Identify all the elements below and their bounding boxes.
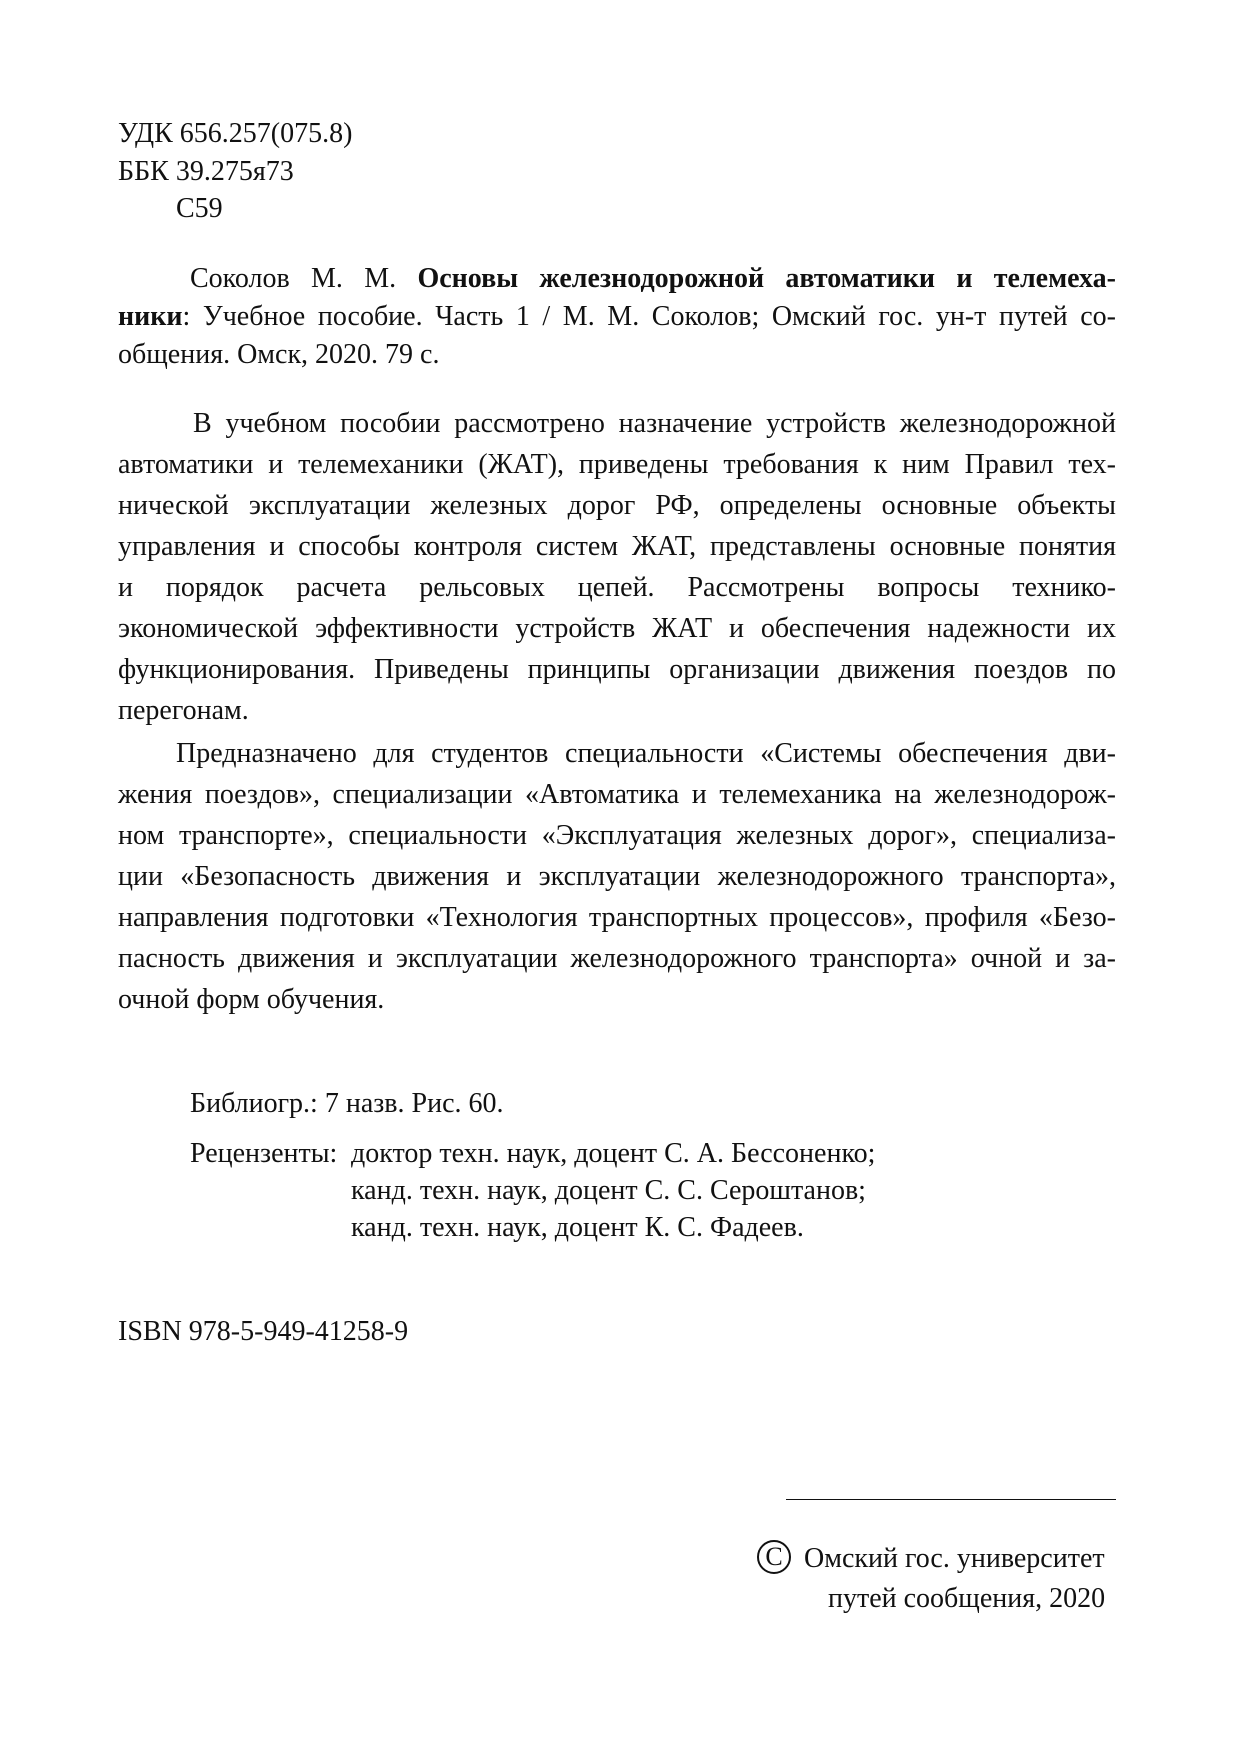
audience-line: ции «Безопасность движения и эксплуатации железнодорожного транспорта», xyxy=(118,861,1116,892)
abstract-line: и порядок расчета рельсовых цепей. Рассмотрены вопросы технико- xyxy=(118,572,1116,603)
abstract-line: функционирования. Приведены принципы организации движения поездов по xyxy=(118,654,1116,685)
abstract-line: нической эксплуатации железных дорог РФ, определены основные объекты xyxy=(118,490,1116,521)
reviewers-label: Рецензенты: xyxy=(190,1138,338,1169)
copyright-year: путей сообщения, 2020 xyxy=(828,1583,1106,1614)
book-title-part-1: Основы железнодорожной автоматики и телемеха- xyxy=(417,263,1116,294)
abstract-line: В учебном пособии рассмотрено назначение устройств железнодорожной xyxy=(193,408,1116,439)
copyright-divider xyxy=(786,1499,1116,1500)
audience-line: жения поездов», специализации «Автоматика и телемеханика на железнодорож- xyxy=(118,779,1116,810)
udk-code: УДК 656.257(075.8) xyxy=(118,118,353,149)
bbk-code: ББК 39.275я73 xyxy=(118,156,294,187)
reviewer: канд. техн. наук, доцент К. С. Фадеев. xyxy=(351,1212,804,1243)
references-count: Библиогр.: 7 назв. Рис. 60. xyxy=(190,1088,504,1119)
bibliography-author: Соколов М. М. xyxy=(190,263,418,294)
audience-line: ном транспорте», специальности «Эксплуатация железных дорог», специализа- xyxy=(118,820,1116,851)
abstract-line: экономической эффективности устройств ЖАТ и обеспечения надежности их xyxy=(118,613,1116,644)
abstract-line: автоматики и телемеханики (ЖАТ), приведены требования к ним Правил тех- xyxy=(118,449,1116,480)
bibliography-line-3: общения. Омск, 2020. 79 с. xyxy=(118,339,440,370)
audience-line: очной форм обучения. xyxy=(118,984,385,1015)
bibliography-line-1 xyxy=(190,265,1116,293)
audience-line: направления подготовки «Технология транспортных процессов», профиля «Безо- xyxy=(118,902,1116,933)
abstract-line: перегонам. xyxy=(118,695,249,726)
bibliography-line-2 xyxy=(118,303,1116,331)
copyright-icon: С xyxy=(757,1540,791,1574)
audience-line: пасность движения и эксплуатации железнодорожного транспорта» очной и за- xyxy=(118,943,1116,974)
author-sign: С59 xyxy=(176,193,223,224)
isbn: ISBN 978-5-949-41258-9 xyxy=(118,1316,409,1347)
reviewer: канд. техн. наук, доцент С. С. Сероштанов; xyxy=(351,1175,866,1206)
reviewer: доктор техн. наук, доцент С. А. Бессоненко; xyxy=(351,1138,876,1169)
book-title-part-2: ники xyxy=(118,301,183,332)
copyright-holder: Омский гос. университет xyxy=(804,1543,1105,1574)
audience-line: Предназначено для студентов специальности «Системы обеспечения дви- xyxy=(176,738,1116,769)
bibliography-details: : Учебное пособие. Часть 1 / М. М. Соколов; Омский гос. ун-т путей со- xyxy=(182,301,1116,332)
abstract-line: управления и способы контроля систем ЖАТ, представлены основные понятия xyxy=(118,531,1116,562)
